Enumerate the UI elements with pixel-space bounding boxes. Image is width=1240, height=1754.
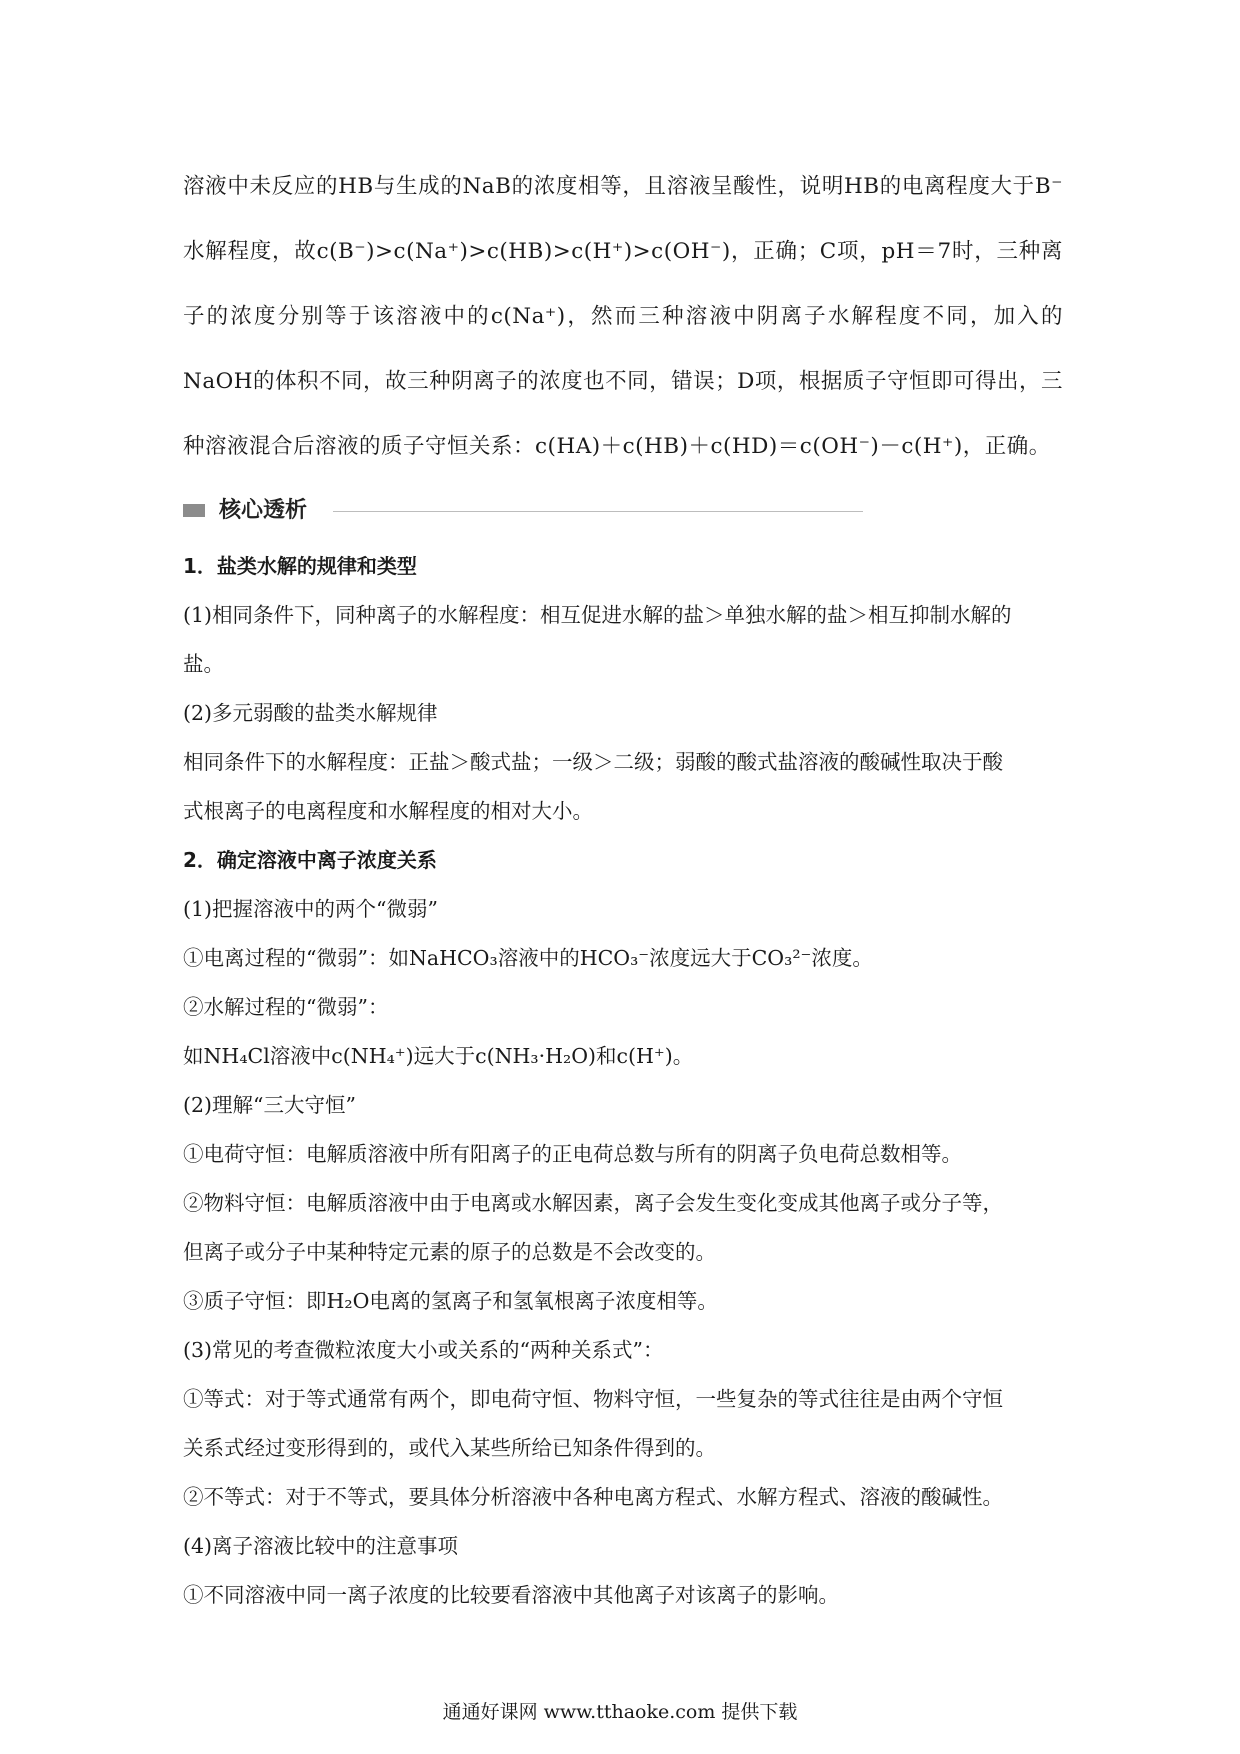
section-title: 核心透析 bbox=[219, 498, 308, 523]
section-heading bbox=[183, 491, 683, 531]
intro-formula-3: c(HA)＋c(HB)＋c(HD)＝c(OH⁻)－c(H⁺) bbox=[535, 434, 963, 459]
text-line: 关系式经过变形得到的，或代入某些所给已知条件得到的。 bbox=[183, 1436, 716, 1460]
text-line: 盐。 bbox=[183, 652, 224, 676]
text-line: 式根离子的电离程度和水解程度的相对大小。 bbox=[183, 799, 593, 823]
intro-text-4: ，然而三种溶液中阴离子水解程度不同，加入的NaOH的体积不同，故三种阴离子的浓度也不同，错误；D项，根据质子守恒即可得出，三种溶液混合后溶液的质子守恒关系： bbox=[183, 304, 1063, 459]
heading-2: 2．确定溶液中离子浓度关系 bbox=[183, 848, 437, 872]
text-line: ①等式：对于等式通常有两个，即电荷守恒、物料守恒，一些复杂的等式往往是由两个守恒 bbox=[183, 1387, 1003, 1411]
intro-text-2: ⁻水解程度，故 bbox=[183, 174, 1063, 264]
text-line: ②不等式：对于不等式，要具体分析溶液中各种电离方程式、水解方程式、溶液的酸碱性。 bbox=[183, 1485, 1003, 1509]
text-line: 但离子或分子中某种特定元素的原子的总数是不会改变的。 bbox=[183, 1240, 716, 1264]
heading-1: 1．盐类水解的规律和类型 bbox=[183, 554, 417, 578]
text-line: ②物料守恒：电解质溶液中由于电离或水解因素，离子会发生变化变成其他离子或分子等， bbox=[183, 1191, 1003, 1215]
text-line: ①不同溶液中同一离子浓度的比较要看溶液中其他离子对该离子的影响。 bbox=[183, 1583, 839, 1607]
section-marker-icon bbox=[183, 504, 205, 517]
text-line: ②水解过程的“微弱”： bbox=[183, 995, 389, 1019]
section-divider bbox=[333, 511, 863, 512]
page-footer: 通通好课网 www.tthaoke.com 提供下载 bbox=[442, 1701, 798, 1723]
intro-text-3: ，正确；C项，pH＝7时，三种离子的浓度分别等于该溶液中的 bbox=[183, 239, 1063, 329]
text-line: ①电荷守恒：电解质溶液中所有阳离子的正电荷总数与所有的阴离子负电荷总数相等。 bbox=[183, 1142, 962, 1166]
intro-text-1: 溶液中未反应的HB与生成的NaB的浓度相等，且溶液呈酸性，说明HB的电离程度大于B bbox=[183, 174, 1052, 199]
text-line: (3)常见的考查微粒浓度大小或关系的“两种关系式”： bbox=[183, 1338, 664, 1362]
text-line: (1)相同条件下，同种离子的水解程度：相互促进水解的盐＞单独水解的盐＞相互抑制水解的 bbox=[183, 603, 1012, 627]
text-line: ①电离过程的“微弱”：如NaHCO₃溶液中的HCO₃⁻浓度远大于CO₃²⁻浓度。 bbox=[183, 946, 873, 970]
intro-formula-1: c(B⁻)>c(Na⁺)>c(HB)>c(H⁺)>c(OH⁻) bbox=[316, 239, 731, 264]
text-line: (2)理解“三大守恒” bbox=[183, 1093, 356, 1117]
text-line: (1)把握溶液中的两个“微弱” bbox=[183, 897, 438, 921]
text-line: (4)离子溶液比较中的注意事项 bbox=[183, 1534, 459, 1558]
text-line: 相同条件下的水解程度：正盐＞酸式盐；一级＞二级；弱酸的酸式盐溶液的酸碱性取决于酸 bbox=[183, 750, 1003, 774]
text-line: ③质子守恒：即H₂O电离的氢离子和氢氧根离子浓度相等。 bbox=[183, 1289, 718, 1313]
text-line: 如NH₄Cl溶液中c(NH₄⁺)远大于c(NH₃·H₂O)和c(H⁺)。 bbox=[183, 1044, 694, 1068]
intro-formula-2: c(Na⁺) bbox=[490, 304, 566, 329]
intro-paragraph bbox=[183, 154, 1063, 479]
text-line: (2)多元弱酸的盐类水解规律 bbox=[183, 701, 438, 725]
intro-text-5: ，正确。 bbox=[962, 434, 1051, 459]
